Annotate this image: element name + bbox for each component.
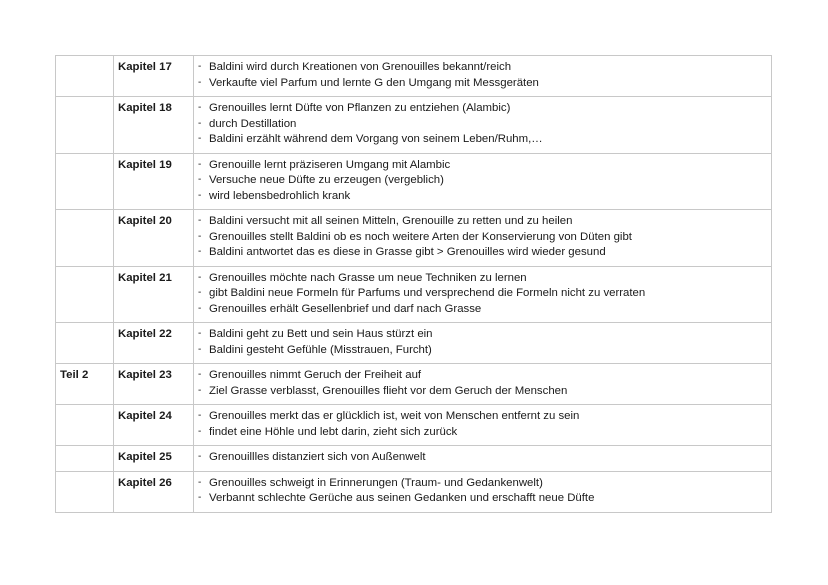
notes-list [198, 158, 767, 205]
note-item: - Baldini geht zu Bett und sein Haus stürzt ein [198, 327, 767, 343]
note-item: - gibt Baldini neue Formeln für Parfums und versprechend die Formeln nicht zu verraten [198, 286, 767, 302]
note-item: - Baldini versucht mit all seinen Mitteln, Grenouille zu retten und zu heilen [198, 214, 767, 230]
chapter-summary-table [55, 55, 772, 513]
note-item: - findet eine Höhle und lebt darin, zieht sich zurück [198, 425, 767, 441]
note-item: - wird lebensbedrohlich krank [198, 189, 767, 205]
notes-cell [194, 266, 772, 323]
notes-cell [194, 405, 772, 446]
part-cell [56, 446, 114, 472]
notes-list [198, 60, 767, 91]
chapter-cell: Kapitel 25 [114, 446, 194, 472]
part-cell [56, 323, 114, 364]
table-row [56, 323, 772, 364]
notes-cell [194, 97, 772, 154]
note-item: - Grenouillles distanziert sich von Außenwelt [198, 450, 767, 466]
notes-list [198, 450, 767, 466]
notes-cell [194, 446, 772, 472]
notes-cell [194, 323, 772, 364]
chapter-cell: Kapitel 24 [114, 405, 194, 446]
note-item: - Baldini wird durch Kreationen von Grenouilles bekannt/reich [198, 60, 767, 76]
notes-list [198, 368, 767, 399]
note-item: - Grenouilles erhält Gesellenbrief und darf nach Grasse [198, 302, 767, 318]
notes-list [198, 327, 767, 358]
chapter-cell: Kapitel 19 [114, 153, 194, 210]
note-item: - Baldini antwortet das es diese in Grasse gibt > Grenouilles wird wieder gesund [198, 245, 767, 261]
part-cell [56, 210, 114, 267]
note-item: - durch Destillation [198, 117, 767, 133]
note-item: - Baldini gesteht Gefühle (Misstrauen, Furcht) [198, 343, 767, 359]
table-row [56, 471, 772, 512]
part-cell [56, 266, 114, 323]
notes-list [198, 101, 767, 148]
table-row [56, 266, 772, 323]
note-item: - Ziel Grasse verblasst, Grenouilles flieht vor dem Geruch der Menschen [198, 384, 767, 400]
note-item: - Versuche neue Düfte zu erzeugen (vergeblich) [198, 173, 767, 189]
note-item: - Grenouilles möchte nach Grasse um neue Techniken zu lernen [198, 271, 767, 287]
table-row [56, 56, 772, 97]
note-item: - Verkaufte viel Parfum und lernte G den Umgang mit Messgeräten [198, 76, 767, 92]
table-row [56, 364, 772, 405]
table-row [56, 210, 772, 267]
table-row [56, 446, 772, 472]
part-cell [56, 56, 114, 97]
table-row [56, 153, 772, 210]
chapter-cell: Kapitel 21 [114, 266, 194, 323]
notes-list [198, 476, 767, 507]
chapter-cell: Kapitel 18 [114, 97, 194, 154]
notes-list [198, 214, 767, 261]
notes-cell [194, 364, 772, 405]
chapter-cell: Kapitel 26 [114, 471, 194, 512]
chapter-cell: Kapitel 23 [114, 364, 194, 405]
note-item: - Grenouilles lernt Düfte von Pflanzen zu entziehen (Alambic) [198, 101, 767, 117]
chapter-cell: Kapitel 22 [114, 323, 194, 364]
notes-cell [194, 153, 772, 210]
note-item: - Grenouilles schweigt in Erinnerungen (Traum- und Gedankenwelt) [198, 476, 767, 492]
notes-cell [194, 210, 772, 267]
chapter-cell: Kapitel 17 [114, 56, 194, 97]
note-item: - Grenouille lernt präziseren Umgang mit Alambic [198, 158, 767, 174]
notes-list [198, 271, 767, 318]
part-cell [56, 153, 114, 210]
note-item: - Grenouilles stellt Baldini ob es noch weitere Arten der Konservierung von Düten gibt [198, 230, 767, 246]
table-body [56, 56, 772, 513]
note-item: - Baldini erzählt während dem Vorgang von seinem Leben/Ruhm,… [198, 132, 767, 148]
notes-list [198, 409, 767, 440]
note-item: - Verbannt schlechte Gerüche aus seinen Gedanken und erschafft neue Düfte [198, 491, 767, 507]
part-cell [56, 405, 114, 446]
part-cell [56, 97, 114, 154]
table-row [56, 97, 772, 154]
part-cell [56, 471, 114, 512]
note-item: - Grenouilles merkt das er glücklich ist, weit von Menschen entfernt zu sein [198, 409, 767, 425]
table-row [56, 405, 772, 446]
part-cell: Teil 2 [56, 364, 114, 405]
chapter-cell: Kapitel 20 [114, 210, 194, 267]
notes-cell [194, 56, 772, 97]
note-item: - Grenouilles nimmt Geruch der Freiheit auf [198, 368, 767, 384]
notes-cell [194, 471, 772, 512]
